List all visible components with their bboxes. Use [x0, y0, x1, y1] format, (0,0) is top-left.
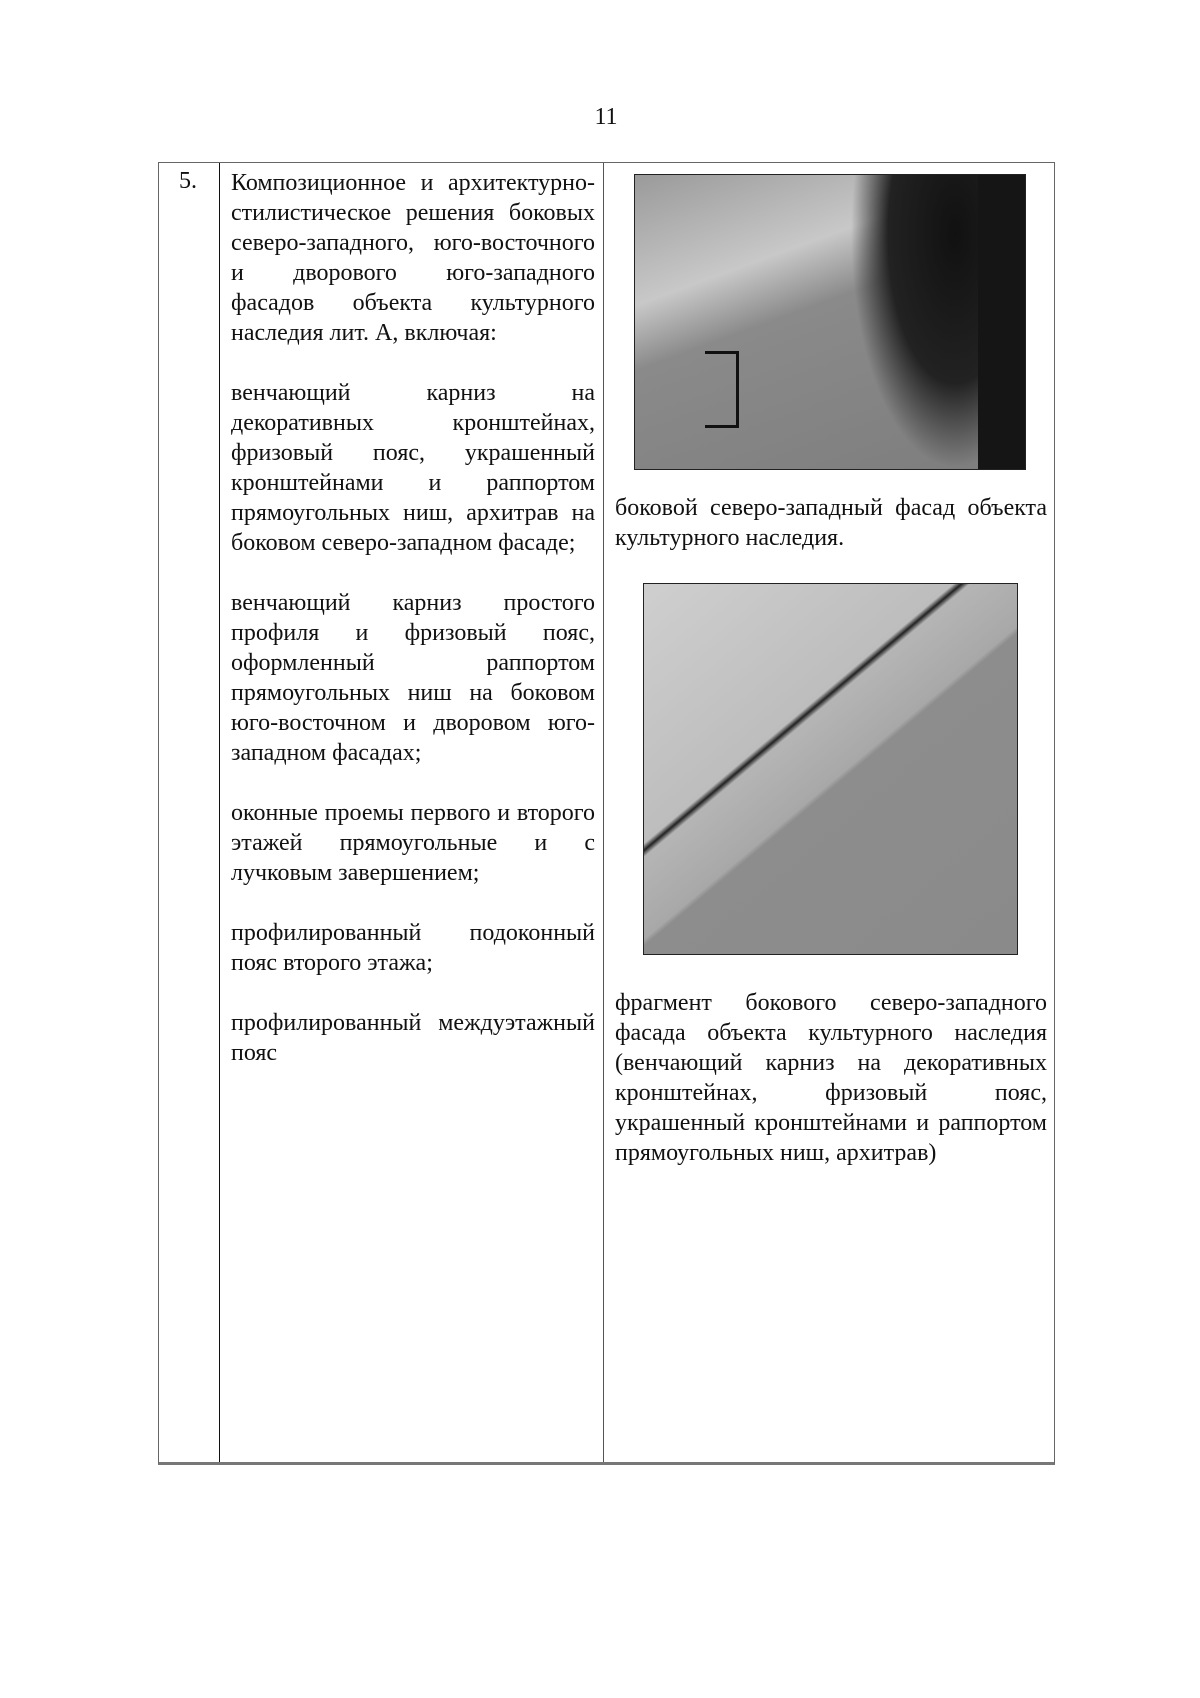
column-divider [603, 163, 604, 1462]
description-item: профилированный междуэтажный пояс [231, 1010, 595, 1066]
description-cell [231, 168, 595, 1098]
description-item: венчающий карниз на декоративных кронштейнах, фризовый пояс, украшенный кронштейнами и раппортом прямоугольных ниш, архитрав на боковом северо-западном фасаде; [231, 380, 595, 556]
column-divider [219, 163, 220, 1462]
tree-trunk-shape [978, 175, 1025, 469]
description-item: венчающий карниз простого профиля и фризовый пояс, оформленный раппортом прямоугольных ниш на боковом юго-восточном и дворовом юго-западном фасадах; [231, 590, 595, 766]
row-number: 5. [179, 168, 197, 194]
photo-caption-2-wrap [615, 988, 1047, 1168]
photo-caption: фрагмент бокового северо-западного фасада объекта культурного наследия (венчающий карниз на декоративных кронштейнах, фризовый пояс, украшенный кронштейнами и раппортом прямоугольных ниш, архитрав) [615, 990, 1047, 1166]
description-item: оконные проемы первого и второго этажей прямоугольные и с лучковым завершением; [231, 800, 595, 886]
photo-northwest-facade [634, 174, 1026, 470]
photo-cornice-fragment [643, 583, 1018, 955]
description-item: профилированный подоконный пояс второго этажа; [231, 920, 595, 976]
photo-caption-1-wrap [615, 493, 1047, 553]
page-number: 11 [594, 104, 618, 130]
description-heading: Композиционное и архитектурно-стилистическое решения боковых северо-западного, юго-восточного и дворового юго-западного фасадов объекта культурного наследия лит. А, включая: [231, 170, 595, 346]
heritage-table [158, 162, 1055, 1465]
photo-caption: боковой северо-западный фасад объекта культурного наследия. [615, 495, 1047, 551]
door-shape [705, 351, 739, 428]
